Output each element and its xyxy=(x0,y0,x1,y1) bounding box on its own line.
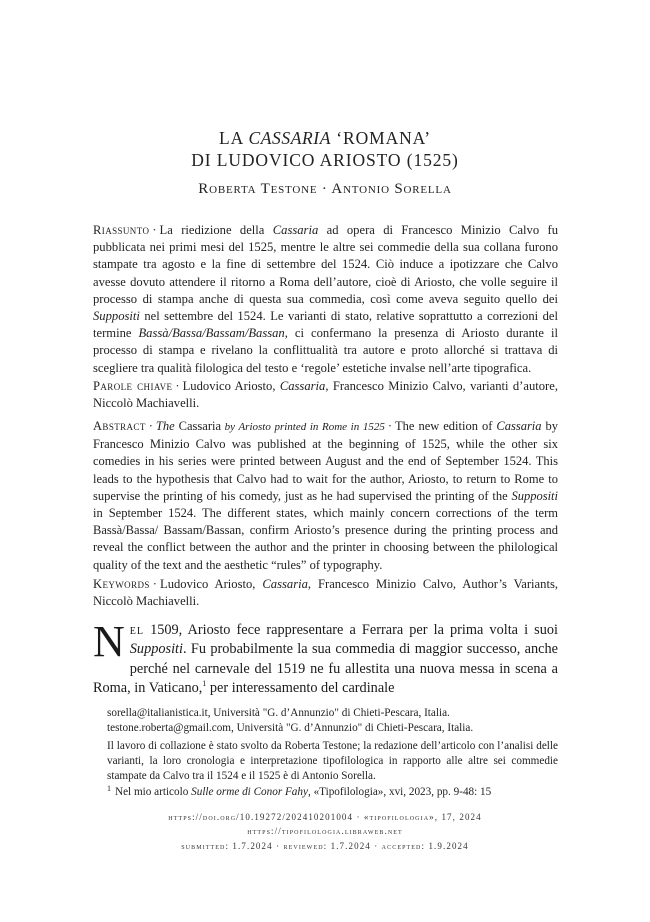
authors-line: Roberta Testone · Antonio Sorella xyxy=(198,181,452,197)
affiliation-sorella: sorella@italianistica.it, Università "G. d’Annunzio" di Chieti-Pescara, Italia. xyxy=(107,707,450,719)
drop-cap: N xyxy=(93,617,125,666)
article-title-line-1 xyxy=(0,128,650,149)
abstract-italic: Suppositi xyxy=(511,488,558,503)
abstract-text: The new edition of xyxy=(395,419,497,433)
riassunto-paragraph: Riassunto · La riedizione della Cassaria ad opera di Francesco Minizio Calvo fu pubblicata nei primi mesi del 1525, mentre le altre sei commedie della sua collana furono stampate tra agosto e la fine di settembre del 1524. Ciò induce a ipotizzare che Calvo avesse dovuto attendere il ritorno a Roma dell’autore, cioè di Ariosto, che volle seguire il processo di stampa anche di questa sua commedia, così come aveva seguito quello dei Suppositi nel settembre del 1524. Le varianti di stato, relative soprattutto a correzioni del termine Bassà/Bassa/Bassam/Bassan, ci confermano la presenza di Ariosto durante il processo di stampa e rivelano la conflittualità tra autore e proto allorché si trattava di scegliere tra qualità filologica del testo e ‘regole’ estetiche invalse nell’arte tipografica. xyxy=(93,223,558,375)
title-prefix: LA xyxy=(219,128,249,148)
keywords-text: , Francesco Minizio Calvo, Author’s Variants, Niccolò Machiavelli. xyxy=(93,577,558,609)
keywords-text: , Francesco Minizio Calvo, varianti d’autore, Niccolò Machiavelli. xyxy=(93,379,558,411)
title-italic: CASSARIA xyxy=(248,128,331,148)
riassunto-italic: Cassaria xyxy=(272,223,319,237)
riassunto-text: , ci confermano la presenza di Ariosto durante il processo di stampa e rivelano la conflittualità tra autore e proto allorché si trattava di scegliere tra qualità filologica del testo e ‘regole’ estetiche invalse nell’arte tipografica. xyxy=(93,326,558,375)
body-paragraph xyxy=(93,617,558,699)
riassunto-text: La riedizione della xyxy=(159,223,273,237)
keywords-label: Keywords xyxy=(93,577,150,591)
abstract-label: Abstract xyxy=(93,419,146,433)
body-italic: Suppositi xyxy=(129,641,184,658)
footnote-1 xyxy=(93,785,558,800)
keywords-italic: Cassaria xyxy=(279,379,326,393)
keywords-paragraph: Keywords · Ludovico Ariosto, Cassaria, Francesco Minizio Calvo, Author’s Variants, Niccolò Machiavelli. xyxy=(93,577,558,609)
footnote-text: Nel mio articolo xyxy=(115,786,192,798)
affiliation-testone: testone.roberta@gmail.com, Università "G. d’Annunzio" di Chieti-Pescara, Italia. xyxy=(107,722,474,735)
riassunto-text: nel settembre del 1524. Le varianti di stato, relative soprattutto a correzioni del termine xyxy=(93,309,558,341)
footnote-ref[interactable]: 1 xyxy=(202,679,207,689)
article-title-line-2: DI LUDOVICO ARIOSTO (1525) xyxy=(191,150,459,170)
riassunto-text: ad opera di Francesco Minizio Calvo fu pubblicata nei primi mesi del 1525, mentre le altre sei commedie della sua collana furono stampate tra agosto e la fine di settembre del 1524. Ciò induce a ipotizzare che Calvo avesse dovuto attendere il ritorno a Roma dell’autore, cioè di Ariosto, che volle seguire il processo di stampa anche di questa sua commedia, così come aveva seguito quello dei xyxy=(93,223,558,306)
abstract-text: by Francesco Minizio Calvo was published at the beginning of 1525, while the other six comedies in his series were printed between August and the end of September 1524. This leads to the hypothesis that Calvo had to wait for the author, Ariosto, to return to Rome to supervise the printing of his comedy, just as he had supervised the printing of the xyxy=(93,419,559,503)
abstract-paragraph: Abstract · The Cassaria by Ariosto printed in Rome in 1525 · The new edition of Cassaria by Francesco Minizio Calvo was published at the beginning of 1525, while the other six comedies in his series were printed between August and the end of September 1524. This leads to the hypothesis that Calvo had to wait for the author, Ariosto, to return to Rome to supervise the printing of his comedy, just as he had supervised the printing of the Suppositi in September 1524. The different states, which mainly concern corrections of the term Bassà/Bassa/ Bassam/Bassan, confirm Ariosto’s presence during the printing process and reveal the conflict between the author and the printer in choosing between the philological quality of the text and the aesthetic “rules” of typography. xyxy=(93,419,559,572)
riassunto-italic: Suppositi xyxy=(93,309,140,324)
footnote-number: 1 xyxy=(107,784,111,793)
keywords-italic: Cassaria xyxy=(262,577,308,591)
website-line[interactable]: https://tipofilologia.libraweb.net xyxy=(247,826,403,836)
body-text: per interessamento del cardinale xyxy=(206,680,395,697)
parole-chiave-paragraph: Parole chiave · Ludovico Ariosto, Cassaria, Francesco Minizio Calvo, varianti d’autore, Niccolò Machiavelli. xyxy=(93,379,558,411)
affiliations xyxy=(93,706,558,736)
riassunto-italic: Bassà/Bassa/Bassam/Bassan xyxy=(138,326,285,341)
footnote-text: , «Tipofilologia», xvi, 2023, pp. 9-48: 15 xyxy=(307,786,492,798)
abstract-title: The xyxy=(155,419,179,433)
dates-line: submitted: 1.7.2024 · reviewed: 1.7.2024 · accepted: 1.9.2024 xyxy=(181,841,469,851)
keywords-text: Ludovico Ariosto, xyxy=(160,577,263,591)
doi-line[interactable]: https://doi.org/10.19272/202410201004 · «tipofilologia», 17, 2024 xyxy=(168,812,482,822)
abstract-italic: Cassaria xyxy=(496,419,542,433)
footnote-italic: Sulle orme di Conor Fahy xyxy=(191,786,308,798)
credit-note: Il lavoro di collazione è stato svolto da Roberta Testone; la redazione dell’articolo con l’analisi delle varianti, la loro cronologia e interpretazione tipofilologica in rapporto alle altre sei commedie stampate da Calvo tra il 1524 e il 1525 è di Antonio Sorella. xyxy=(107,740,558,783)
riassunto-label: Riassunto xyxy=(93,223,150,237)
body-text: . Fu probabilmente la sua commedia di maggior successo, anche perché nel carnevale del 1519 ne fu allestita una nuova messa in scena a Roma, in Vaticano, xyxy=(93,641,558,697)
lead-in: el xyxy=(129,622,144,638)
keywords-text: Ludovico Ariosto, xyxy=(182,379,280,393)
abstract-text: in September 1524. The different states, which mainly concern corrections of the term Bassà/Bassa/ Bassam/Bassan, confirm Ariosto’s presence during the printing process and reveal the conflict between the author and the printer in choosing between the philological quality of the text and the aesthetic “rules” of typography. xyxy=(93,506,558,572)
abstract-title-roman: Cassaria xyxy=(178,419,222,433)
abstract-title: by Ariosto printed in Rome in 1525 xyxy=(221,421,385,433)
title-suffix: ‘ROMANA’ xyxy=(331,128,431,148)
parole-chiave-label: Parole chiave xyxy=(93,379,173,393)
body-text: 1509, Ariosto fece rappresentare a Ferrara per la prima volta i suoi xyxy=(144,622,558,638)
